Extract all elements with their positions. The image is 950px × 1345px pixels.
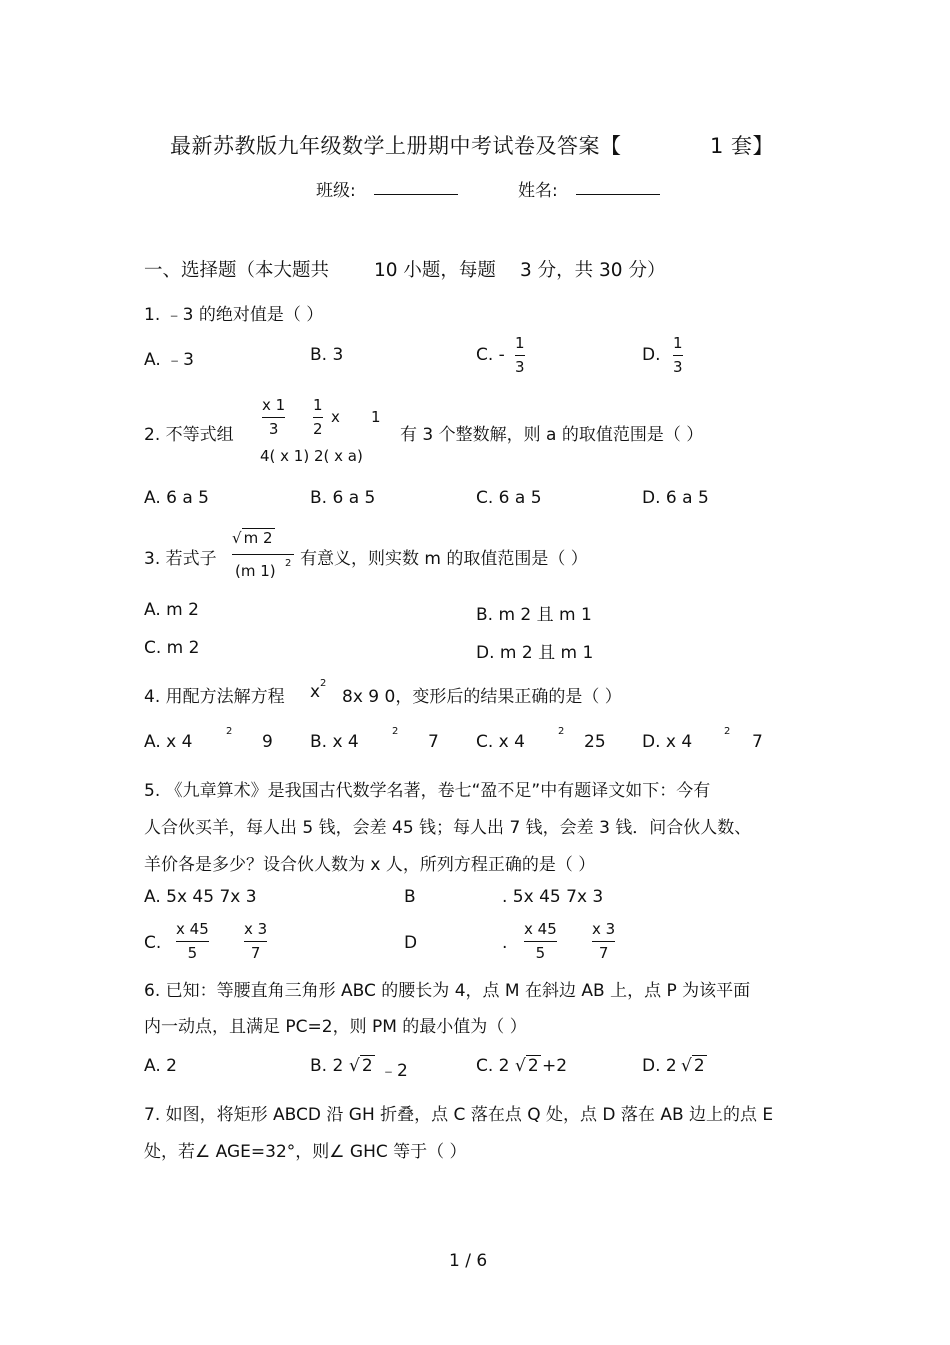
q4-option-d: D. x 4 (642, 732, 693, 752)
section-heading-c: 3 分，共 30 分） (520, 260, 666, 281)
fraction-numerator: x 3 (244, 920, 268, 938)
q3-option-c: C. m 2 (144, 638, 200, 658)
doc-title-tail: 1 套】 (710, 134, 775, 158)
sqrt-sign: √ (681, 1056, 692, 1076)
q6-c-sqrt (515, 1056, 541, 1076)
q3-sqrt-expression (232, 529, 275, 547)
q6-d-sqrt (681, 1056, 707, 1076)
radicand: 2 (361, 1056, 373, 1076)
q5-line2: 人合伙买羊，每人出 5 钱，会差 45 钱；每人出 7 钱，会差 3 钱．问合伙人数、 (144, 818, 752, 838)
q6-option-d: D. 2 (642, 1056, 677, 1076)
q3-option-b: B. m 2 且 m 1 (476, 605, 592, 625)
q4-d-rhs: 7 (752, 732, 763, 752)
q6-c-tail: +2 (542, 1056, 568, 1076)
fraction-denominator: 2 (313, 420, 323, 438)
q4-c-exp: 2 (558, 726, 565, 737)
q5-line3: 羊价各是多少？设合伙人数为 x 人，所列方程正确的是（ ） (144, 855, 596, 875)
q4-d-exp: 2 (724, 726, 731, 737)
class-label: 班级: (316, 181, 356, 201)
radicand: 2 (527, 1056, 539, 1076)
q6-line2: 内一动点，且满足 PC=2，则 PM 的最小值为（ ） (144, 1017, 527, 1037)
q5-option-d-dot: . (502, 933, 508, 953)
q3-option-a: A. m 2 (144, 600, 199, 620)
q3-tail: 有意义，则实数 m 的取值范围是（ ） (300, 549, 588, 569)
sqrt-sign: √ (515, 1056, 526, 1076)
q2-option-b: B. 6 a 5 (310, 488, 376, 508)
fraction-denominator: 7 (250, 944, 261, 962)
q5-c-frac-right (244, 920, 267, 963)
q4-option-b: B. x 4 (310, 732, 359, 752)
fraction-numerator: x 1 (262, 396, 286, 414)
sqrt-sign: √ (232, 529, 242, 547)
q4-b-exp: 2 (392, 726, 399, 737)
q4-stem-d: 8x 9 0，变形后的结果正确的是（ ） (342, 687, 622, 707)
fraction-denominator: 3 (673, 358, 683, 376)
fraction-numerator: 1 (515, 334, 525, 352)
q5-option-c: C. (144, 933, 162, 953)
q1-option-b: B. 3 (310, 345, 344, 365)
q4-option-a: A. x 4 (144, 732, 193, 752)
fraction-denominator: 5 (187, 944, 198, 962)
q5-option-a: A. 5x 45 7x 3 (144, 887, 257, 907)
q1-c-fraction (515, 334, 525, 377)
fraction-denominator: 3 (515, 358, 525, 376)
q3-denominator: (m 1) (235, 562, 276, 580)
q2-frac-1 (262, 396, 285, 439)
q2-option-a: A. 6 a 5 (144, 488, 209, 508)
section-heading-b: 10 小题，每题 (374, 260, 496, 281)
q4-b-rhs: 7 (428, 732, 439, 752)
q4-option-c: C. x 4 (476, 732, 525, 752)
q5-d-frac-right (592, 920, 615, 963)
fraction-denominator: 3 (268, 420, 279, 438)
q2-one: 1 (371, 408, 381, 426)
fraction-numerator: 1 (673, 334, 683, 352)
q2-frac-2 (313, 396, 323, 439)
name-label: 姓名: (518, 181, 558, 201)
q6-option-b: B. 2 (310, 1056, 344, 1076)
fraction-numerator: x 45 (176, 920, 209, 938)
q3-fraction-bar (232, 554, 294, 555)
fraction-denominator: 5 (535, 944, 546, 962)
q6-b-sqrt (349, 1056, 375, 1076)
fraction-denominator: 7 (598, 944, 609, 962)
radicand: m 2 (243, 529, 273, 547)
fraction-numerator: x 45 (524, 920, 557, 938)
page-number: 1 / 6 (449, 1251, 488, 1271)
q5-option-b: B (404, 887, 416, 907)
q2-option-d: D. 6 a 5 (642, 488, 709, 508)
q6-b-tail: ﹣2 (380, 1061, 408, 1081)
q7-line2: 处，若∠ AGE=32°，则∠ GHC 等于（ ） (144, 1142, 467, 1162)
q2-tail: 有 3 个整数解，则 a 的取值范围是（ ） (400, 425, 704, 445)
name-blank (576, 176, 660, 195)
section-heading: 一、选择题（本大题共 (144, 260, 330, 281)
q4-stem-a: 4. 用配方法解方程 (144, 687, 285, 707)
q4-a-exp: 2 (226, 726, 233, 737)
q5-c-frac-left (176, 920, 209, 963)
q1-d-fraction (673, 334, 683, 377)
q6-option-a: A. 2 (144, 1056, 177, 1076)
q6-option-c: C. 2 (476, 1056, 510, 1076)
q5-d-frac-left (524, 920, 557, 963)
q4-x: x (310, 682, 321, 702)
class-blank (374, 176, 458, 195)
q1-stem: 1. ﹣3 的绝对值是（ ） (144, 305, 324, 325)
fraction-numerator: 1 (313, 396, 323, 414)
q5-line1: 5. 《九章算术》是我国古代数学名著，卷七“盈不足”中有题译文如下：今有 (144, 781, 711, 801)
q5-option-b-eq: . 5x 45 7x 3 (502, 887, 604, 907)
q1-option-d: D. (642, 345, 661, 365)
q4-c-rhs: 25 (584, 732, 606, 752)
q4-a-rhs: 9 (262, 732, 273, 752)
q2-x: x (331, 408, 340, 426)
q5-option-d: D (404, 933, 418, 953)
q7-line1: 7. 如图，将矩形 ABCD 沿 GH 折叠，点 C 落在点 Q 处，点 D 落在 AB 边上的点 E (144, 1105, 774, 1125)
q3-option-d: D. m 2 且 m 1 (476, 643, 594, 663)
q2-option-c: C. 6 a 5 (476, 488, 542, 508)
q1-option-a: A. ﹣3 (144, 350, 194, 370)
q2-label: 2. 不等式组 (144, 425, 234, 445)
fraction-numerator: x 3 (592, 920, 616, 938)
q2-row2: 4( x 1) 2( x a) (260, 447, 363, 465)
q1-option-c: C. - (476, 345, 505, 365)
radicand: 2 (693, 1056, 705, 1076)
q3-exponent: 2 (285, 558, 292, 569)
q4-exp: 2 (320, 678, 327, 689)
sqrt-sign: √ (349, 1056, 360, 1076)
q6-line1: 6. 已知：等腰直角三角形 ABC 的腰长为 4，点 M 在斜边 AB 上，点 P 为该平面 (144, 981, 751, 1001)
doc-title: 最新苏教版九年级数学上册期中考试卷及答案【 (170, 134, 622, 158)
q3-label: 3. 若式子 (144, 549, 217, 569)
